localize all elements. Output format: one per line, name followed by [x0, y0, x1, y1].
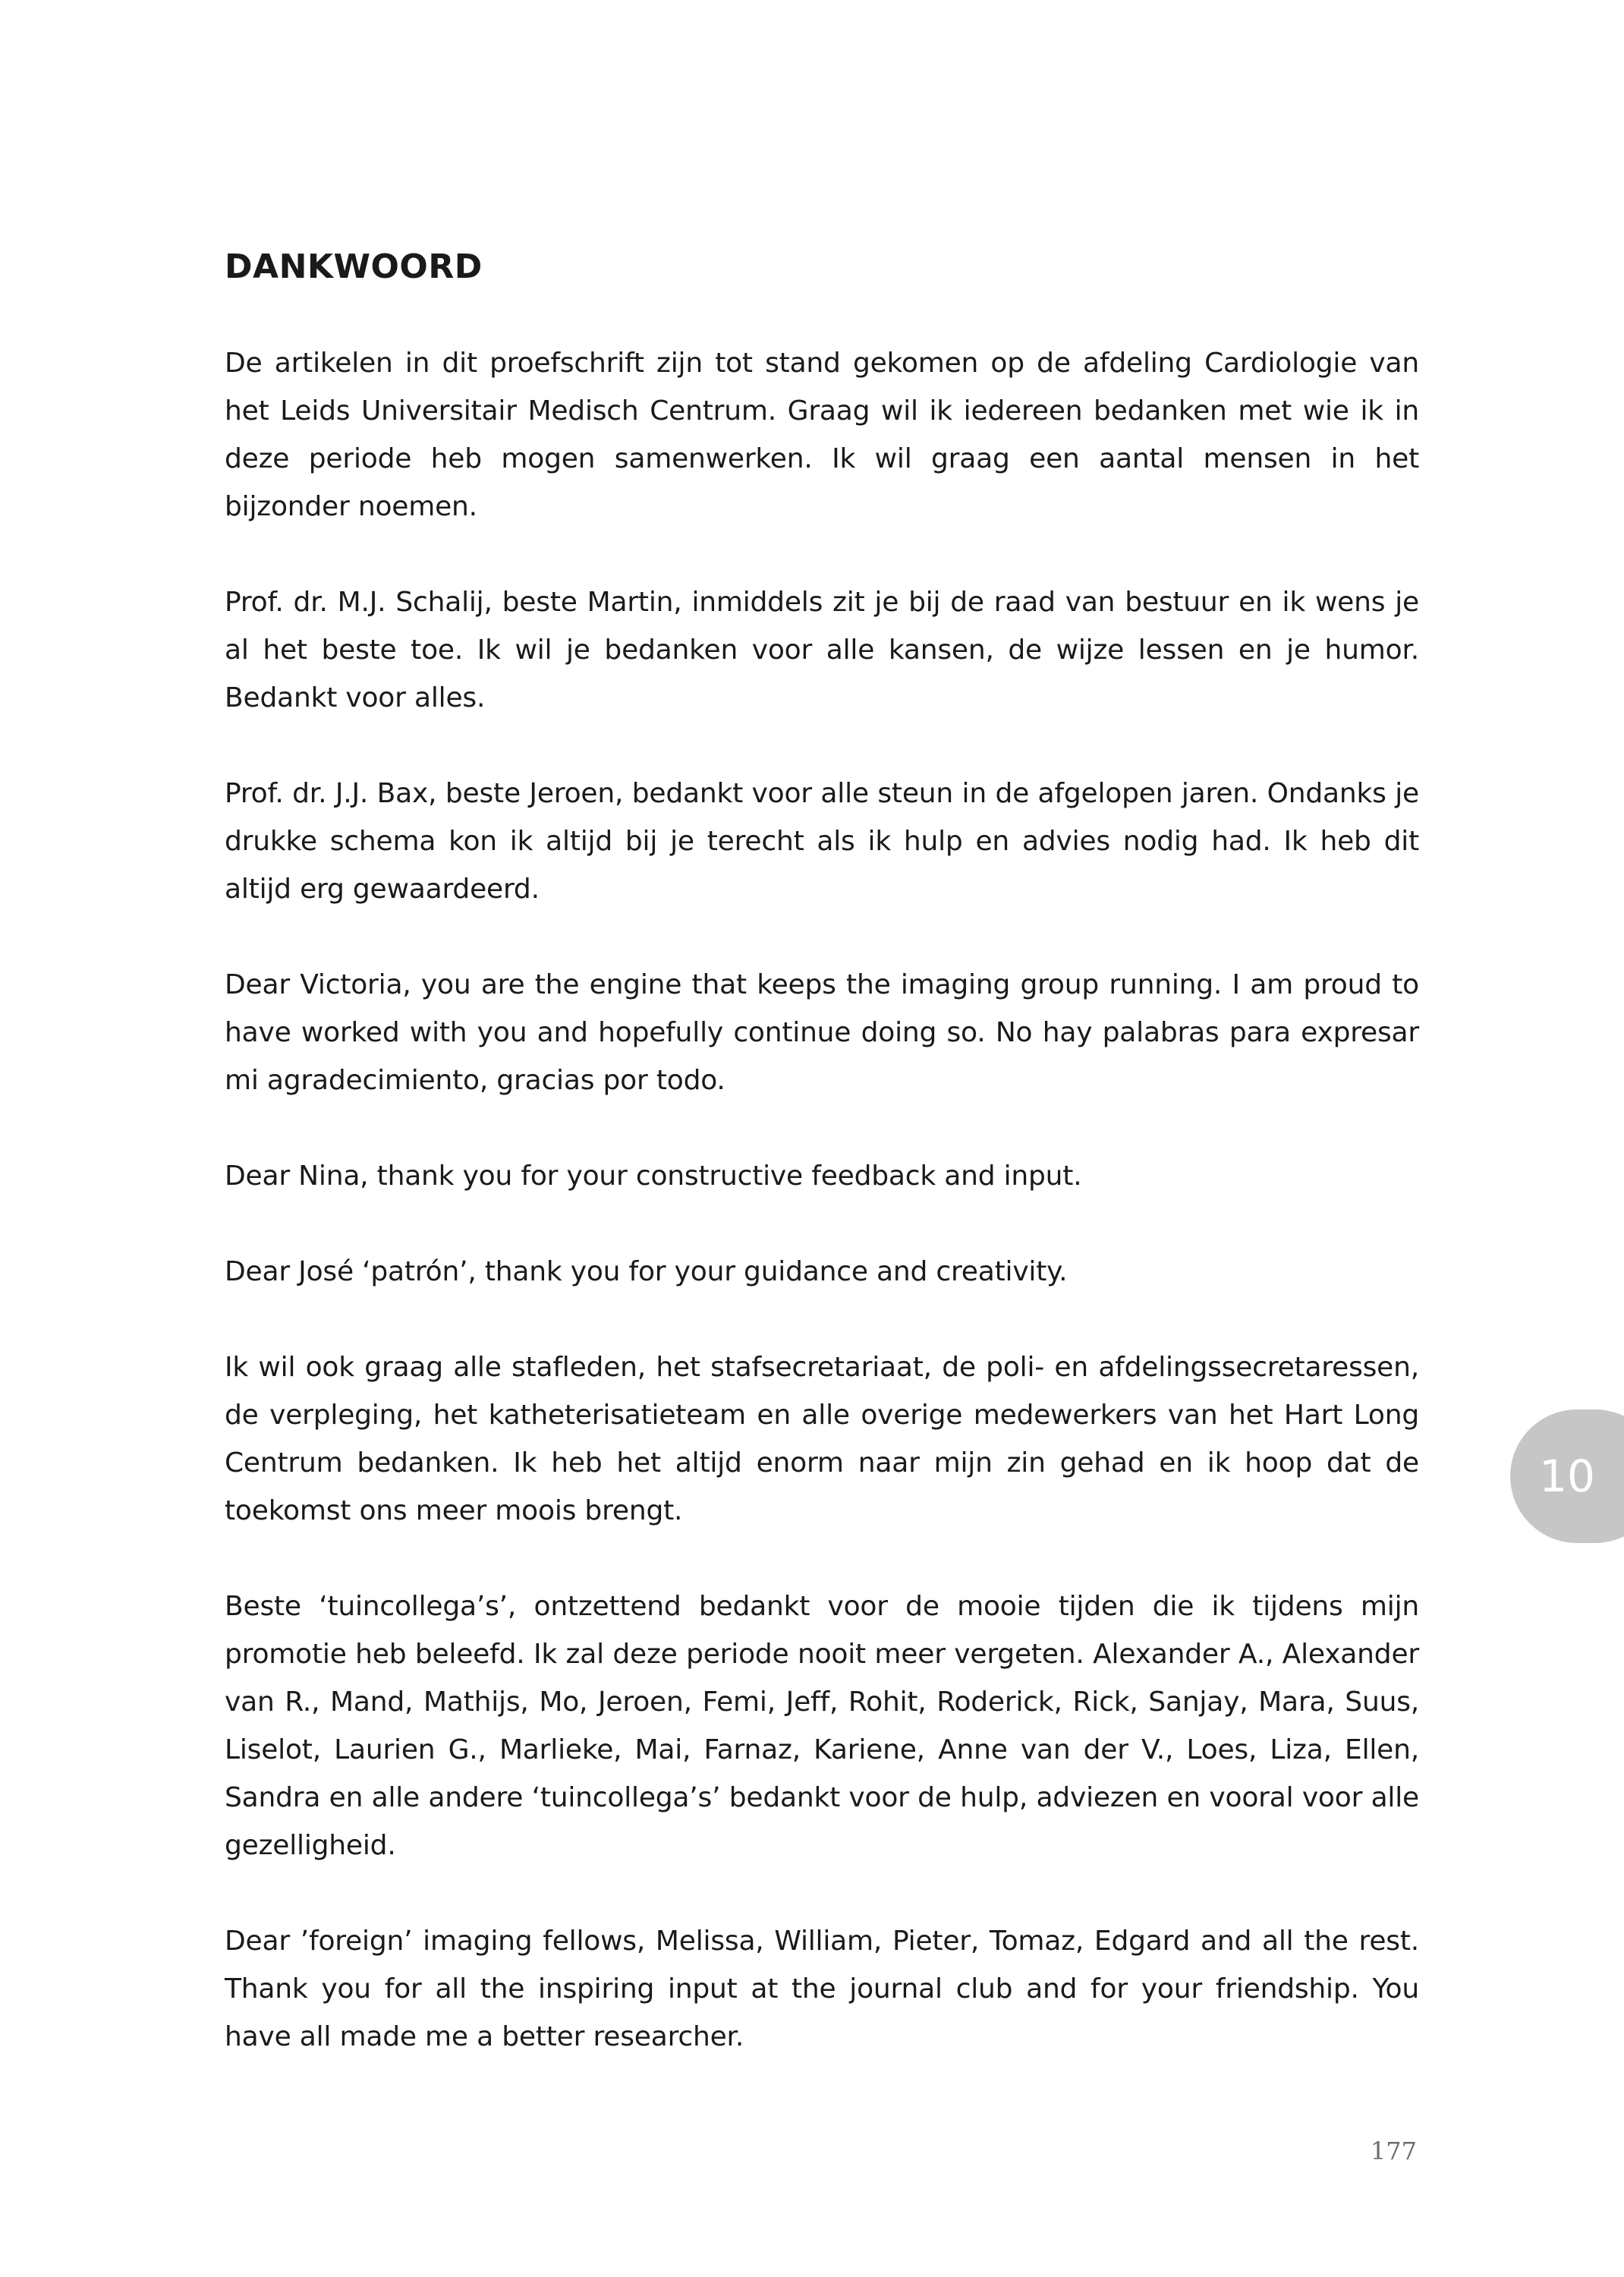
page-title: DANKWOORD — [225, 247, 483, 286]
paragraph-bax: Prof. dr. J.J. Bax, beste Jeroen, bedankt voor alle steun in de afgelopen jaren. Ondanks je drukke schema kon ik altijd bij je terecht als ik hulp en advies nodig had. Ik heb dit altijd erg gewaardeerd. — [225, 778, 1419, 905]
paragraph-tuincollegas: Beste ‘tuincollega’s’, ontzettend bedankt voor de mooie tijden die ik tijdens mijn promotie heb beleefd. Ik zal deze periode nooit meer vergeten. Alexander A., Alexander van R., Mand, Mathijs, Mo, Jeroen, Femi, Jeff, Rohit, Roderick, Rick, Sanjay, Mara, Suus, Liselot, Laurien G., Marlieke, Mai, Farnaz, Kariene, Anne van der V., Loes, Liza, Ellen, Sandra en alle andere ‘tuincollega’s’ bedankt voor de hulp, adviezen en vooral voor alle gezelligheid. — [225, 1591, 1419, 1861]
chapter-number: 10 — [1539, 1450, 1595, 1502]
paragraph-jose: Dear José ‘patrón’, thank you for your guidance and creativity. — [225, 1256, 1068, 1287]
paragraph-nina: Dear Nina, thank you for your constructive feedback and input. — [225, 1161, 1082, 1192]
paragraph-intro: De artikelen in dit proefschrift zijn tot stand gekomen op de afdeling Cardiologie van het Leids Universitair Medisch Centrum. Graag wil ik iedereen bedanken met wie ik in deze periode heb mogen samenwerken. Ik wil graag een aantal mensen in het bijzonder noemen. — [225, 348, 1419, 522]
chapter-tab — [1510, 1409, 1624, 1543]
paragraph-staff: Ik wil ook graag alle stafleden, het stafsecretariaat, de poli- en afdelingssecretaressen, de verpleging, het katheterisatieteam en alle overige medewerkers van het Hart Long Centrum bedanken. Ik heb het altijd enorm naar mijn zin gehad en ik hoop dat de toekomst ons meer moois brengt. — [225, 1352, 1419, 1526]
paragraph-imaging-fellows: Dear ’foreign’ imaging fellows, Melissa, William, Pieter, Tomaz, Edgard and all the rest. Thank you for all the inspiring input at the journal club and for your friendship. You have all made me a better researcher. — [225, 1926, 1419, 2052]
page-number: 177 — [1370, 2137, 1417, 2165]
paragraph-victoria: Dear Victoria, you are the engine that keeps the imaging group running. I am proud to have worked with you and hopefully continue doing so. No hay palabras para expresar mi agradecimiento, gracias por todo. — [225, 969, 1419, 1096]
body-text — [225, 339, 1419, 2109]
paragraph-schalij: Prof. dr. M.J. Schalij, beste Martin, inmiddels zit je bij de raad van bestuur en ik wens je al het beste toe. Ik wil je bedanken voor alle kansen, de wijze lessen en je humor. Bedankt voor alles. — [225, 587, 1419, 713]
